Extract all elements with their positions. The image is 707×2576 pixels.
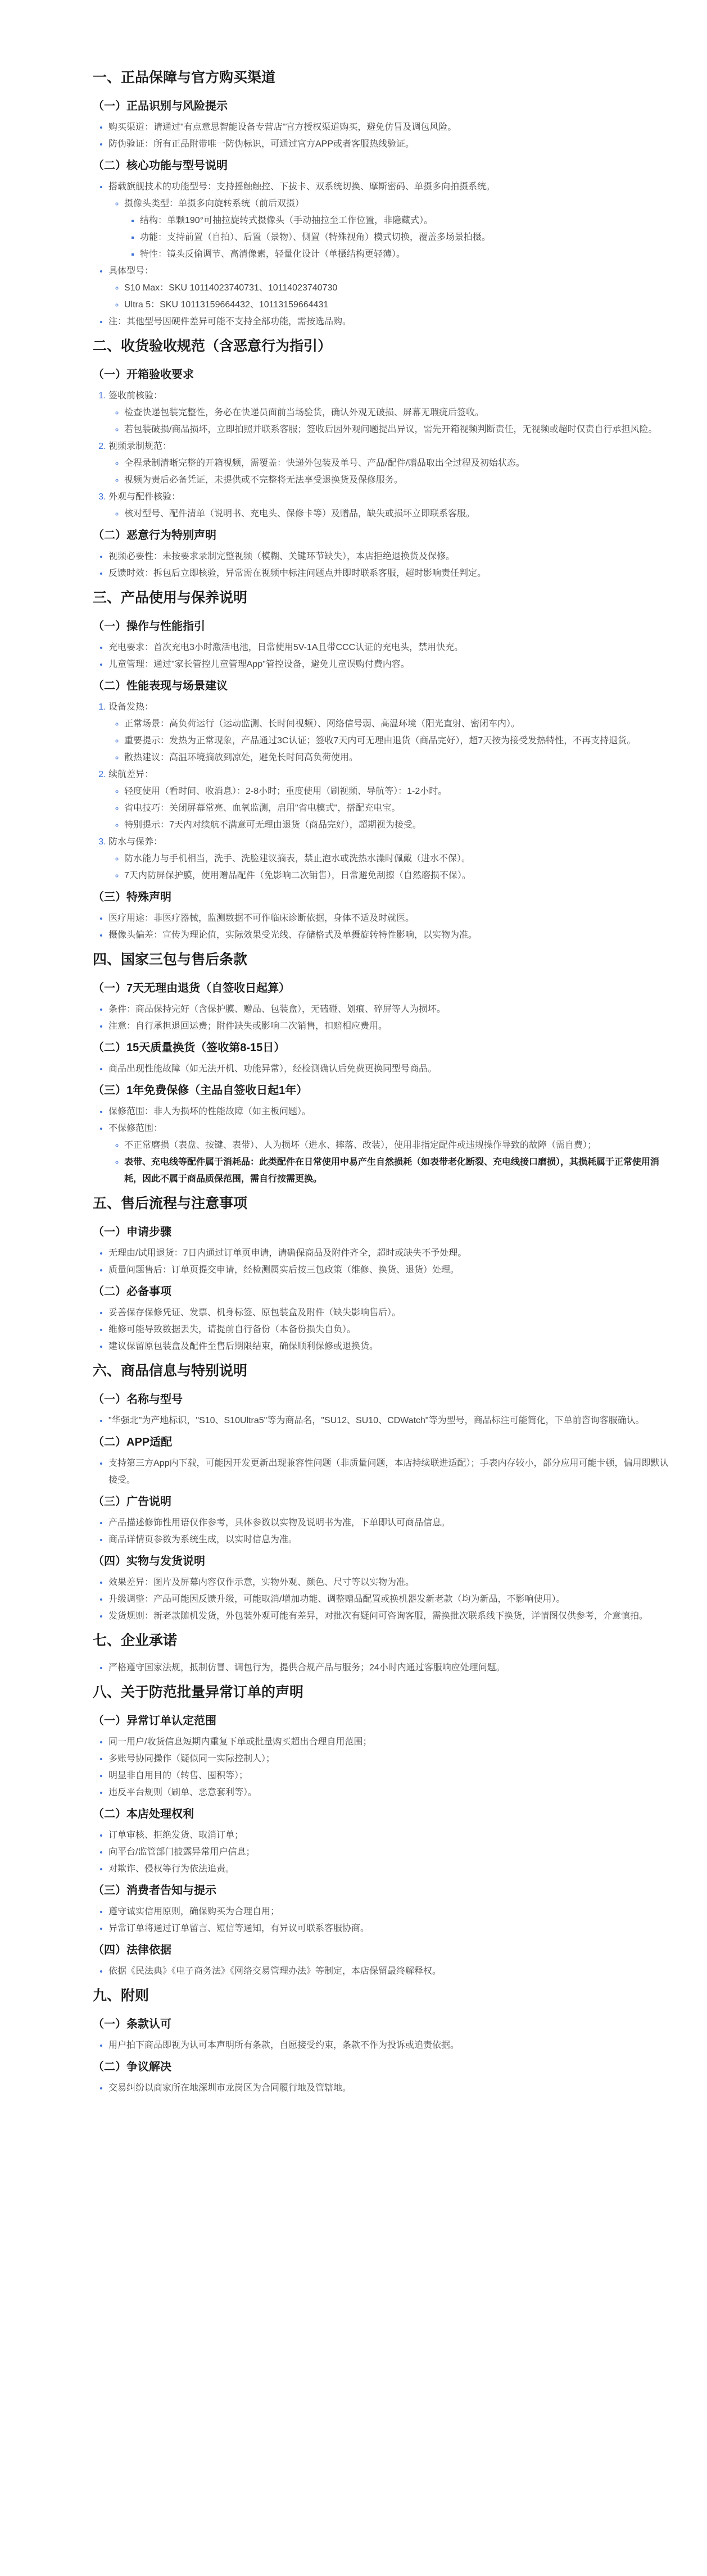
list-item-text: 质量问题售后：订单页提交申请，经检测属实后按三包政策（维修、换货、退货）处理。 xyxy=(108,1265,460,1275)
list-item-text: 防伪验证：所有正品附带唯一防伪标识，可通过官方APP或者客服热线验证。 xyxy=(108,139,415,149)
bullet-list xyxy=(93,1455,673,1489)
bullet-list xyxy=(93,910,673,944)
list-item-text: 购买渠道：请通过"有点意思智能设备专营店"官方授权渠道购买，避免仿冒及调包风险。 xyxy=(108,122,457,132)
subsection-heading: （二）性能表现与场景建议 xyxy=(93,680,228,692)
list-item-text: 条件：商品保持完好（含保护膜、赠品、包装盒），无磕碰、划痕、碎屏等人为损坏。 xyxy=(108,1005,446,1014)
bullet-list xyxy=(93,699,673,884)
list-item-text: 摄像头类型：单摄多向旋转系统（前后双摄） xyxy=(124,199,305,208)
sub-list xyxy=(108,455,673,489)
list-item-text: 防水能力与手机相当，洗手、洗脸建议摘表，禁止泡水或洗热水澡时佩戴（进水不保）。 xyxy=(124,854,471,864)
list-item-text: 同一用户/收货信息短期内重复下单或批量购买超出合理自用范围； xyxy=(108,1737,372,1747)
list-item xyxy=(108,1412,673,1429)
list-item xyxy=(108,1903,673,1920)
list-item-text: 省电技巧：关闭屏幕常亮、血氧监测，启用"省电模式"，搭配充电宝。 xyxy=(124,803,401,813)
list-item-text: 轻度使用（看时间、收消息）：2-8小时；重度使用（刷视频、导航等）：1-2小时。 xyxy=(124,787,447,796)
list-item-text: 反馈时效：拆包后立即核验，异常需在视频中标注问题点并即时联系客服，超时影响责任判定。 xyxy=(108,569,487,578)
bullet-list xyxy=(93,1734,673,1801)
subsection-heading: （三）1年免费保修（主品自签收日起1年） xyxy=(93,1084,308,1097)
document-section xyxy=(93,335,673,582)
list-item-text: 向平台/监管部门披露异常用户信息； xyxy=(108,1847,255,1857)
list-item-text: 儿童管理：通过"家长管控儿童管理App"管控设备，避免儿童误购付费内容。 xyxy=(108,660,410,669)
list-item xyxy=(108,1591,673,1608)
bullet-list xyxy=(93,2037,673,2054)
subsection-heading: （二）恶意行为特别声明 xyxy=(93,529,216,542)
bullet-list xyxy=(93,1515,673,1548)
list-item-text: 视频录制规范： xyxy=(108,442,172,451)
list-item xyxy=(108,1262,673,1279)
list-item-text: 妥善保存保修凭证、发票、机身标签、原包装盒及附件（缺失影响售后）。 xyxy=(108,1308,401,1317)
document-section xyxy=(93,1984,673,2097)
bullet-list xyxy=(93,1660,673,1677)
sub-list xyxy=(108,405,673,438)
list-item-text: 异常订单将通过订单留言、短信等通知，有异议可联系客服协商。 xyxy=(108,1924,370,1933)
list-item-text: 无理由/试用退货：7日内通过订单页申请，请确保商品及附件齐全，超时或缺失不予处理。 xyxy=(108,1248,467,1258)
list-item-text: 维修可能导致数据丢失，请提前自行备份（本备份损失自负）。 xyxy=(108,1325,356,1334)
list-item xyxy=(108,263,673,314)
list-item-text: 多账号协同操作（疑似同一实际控制人）； xyxy=(108,1754,275,1764)
list-item xyxy=(108,2080,673,2097)
list-item xyxy=(108,1338,673,1355)
bullet-list xyxy=(93,548,673,582)
list-item xyxy=(108,1768,673,1784)
list-item-text: 重要提示：发热为正常现象，产品通过3C认证；签收7天内可无理由退货（商品完好），超7天按为接受发热特性，不再支持退货。 xyxy=(124,736,636,746)
list-item-text: 若包装破损/商品损坏，立即拍照并联系客服；签收后因外观问题提出异议，需先开箱视频判断责任，无视频或超时仅责自行承担风险。 xyxy=(124,425,658,434)
subsection-heading: （四）实物与发货说明 xyxy=(93,1555,205,1568)
subsection-heading: （三）广告说明 xyxy=(93,1496,171,1508)
document-section xyxy=(93,1192,673,1355)
bullet-list xyxy=(93,179,673,330)
sub-list xyxy=(108,1137,673,1188)
document-section xyxy=(93,587,673,944)
list-item xyxy=(124,817,673,834)
bullet-list xyxy=(93,1412,673,1429)
subsection-heading: （一）条款认可 xyxy=(93,2018,171,2030)
list-item xyxy=(124,297,673,314)
list-item-text: 不正常磨损（表盘、按键、表带）、人为损坏（进水、摔落、改装），使用非指定配件或违规操作导致的故障（需自费）； xyxy=(124,1141,597,1150)
document-section xyxy=(93,1681,673,1980)
list-item-text: 明显非自用目的（转售、囤积等）； xyxy=(108,1771,248,1780)
list-item-text: 医疗用途：非医疗器械，监测数据不可作临床诊断依据，身体不适及时就医。 xyxy=(108,914,415,923)
list-item xyxy=(108,699,673,766)
list-item xyxy=(140,212,673,229)
list-item xyxy=(124,800,673,817)
subsection-heading: （一）申请步骤 xyxy=(93,1226,171,1238)
list-item xyxy=(108,834,673,884)
list-item-text: 核对型号、配件清单（说明书、充电头、保修卡等）及赠品，缺失或损坏立即联系客服。 xyxy=(124,509,475,519)
sub-list xyxy=(108,280,673,314)
sub-list xyxy=(124,212,673,263)
list-item-text: 签收前核验： xyxy=(108,391,163,401)
list-item xyxy=(124,280,673,297)
list-item-text: 设备发热： xyxy=(108,702,154,712)
list-item-text: 摄像头偏差：宣传为理论值，实际效果受光线、存储格式及单摄旋转特性影响，以实物为准。 xyxy=(108,930,478,940)
list-item-text: 散热建议：高温环境摘放到凉处，避免长时间高负荷使用。 xyxy=(124,753,359,762)
list-item-text: 充电要求：首次充电3小时激活电池，日常使用5V-1A且带CCC认证的充电头，禁用快充。 xyxy=(108,643,464,652)
subsection-heading: （一）正品识别与风险提示 xyxy=(93,100,228,112)
sub-list xyxy=(108,506,673,523)
list-item xyxy=(124,405,673,421)
subsection-heading: （三）消费者告知与提示 xyxy=(93,1884,216,1897)
list-item xyxy=(108,1018,673,1035)
sub-list xyxy=(108,851,673,884)
subsection-heading: （一）操作与性能指引 xyxy=(93,620,205,633)
list-item xyxy=(140,229,673,246)
section-heading: 五、售后流程与注意事项 xyxy=(93,1196,248,1211)
list-item-text: 视频必要性：未按要求录制完整视频（模糊、关键环节缺失），本店拒绝退换货及保修。 xyxy=(108,552,455,561)
list-item-text: 保修范围：非人为损坏的性能故障（如主板问题）。 xyxy=(108,1107,311,1116)
list-item xyxy=(108,438,673,489)
subsection-heading: （一）异常订单认定范围 xyxy=(93,1715,216,1727)
list-item-text: 建议保留原包装盒及配件至售后期限结束，确保顺利保修或退换货。 xyxy=(108,1342,379,1351)
bullet-list xyxy=(93,1001,673,1035)
list-item-text: 注：其他型号因硬件差异可能不支持全部功能，需按选品购。 xyxy=(108,317,352,326)
document-section xyxy=(93,948,673,1188)
list-item xyxy=(108,2037,673,2054)
section-heading: 三、产品使用与保养说明 xyxy=(93,590,248,606)
list-item xyxy=(108,1784,673,1801)
subsection-heading: （一）开箱验收要求 xyxy=(93,369,194,381)
bullet-list xyxy=(93,639,673,673)
sub-list xyxy=(108,196,673,263)
list-item-text: 支持第三方App内下载，可能因开发更新出现兼容性问题（非质量问题，本店持续联进适配）；手表内存较小，部分应用可能卡顿，偏用即默认接受。 xyxy=(108,1459,669,1485)
list-item xyxy=(108,1751,673,1768)
list-item-text: 视频为责后必备凭证，未提供或不完整将无法享受退换货及保修服务。 xyxy=(124,475,404,485)
bullet-list xyxy=(93,1245,673,1279)
subsection-heading: （二）15天质量换货（签收第8-15日） xyxy=(93,1042,285,1054)
list-item xyxy=(124,421,673,438)
subsection-heading: （三）特殊声明 xyxy=(93,891,171,903)
bullet-list xyxy=(93,1305,673,1355)
list-item-text: 依据《民法典》《电子商务法》《网络交易管理办法》等制定，本店保留最终解释权。 xyxy=(108,1966,442,1976)
list-item xyxy=(108,1861,673,1878)
list-item xyxy=(108,656,673,673)
list-item-text: 严格遵守国家法规，抵制仿冒、调包行为，提供合规产品与服务；24小时内通过客服响应处理问题。 xyxy=(108,1663,505,1673)
list-item xyxy=(124,196,673,263)
list-item-text: 续航差异： xyxy=(108,770,154,779)
subsection-heading: （二）争议解决 xyxy=(93,2061,171,2073)
bullet-list xyxy=(93,1061,673,1078)
list-item-text: 外观与配件核验： xyxy=(108,492,181,502)
list-item-text: 订单审核、拒绝发货、取消订单； xyxy=(108,1830,244,1840)
list-item xyxy=(108,314,673,330)
section-heading: 七、企业承诺 xyxy=(93,1633,178,1648)
list-item xyxy=(108,910,673,927)
list-item xyxy=(108,1305,673,1321)
list-item xyxy=(108,639,673,656)
list-item-text: 全程录制清晰完整的开箱视频，需覆盖：快递外包装及单号、产品/配件/赠品取出全过程及初始状态。 xyxy=(124,458,525,468)
list-item-text: S10 Max：SKU 10114023740731、10114023740730 xyxy=(124,283,338,293)
bullet-list xyxy=(93,1574,673,1625)
document-section xyxy=(93,1629,673,1677)
document-section xyxy=(93,66,673,330)
list-item-text: 搭载旗舰技术的功能型号：支持摇触触控、下拔卡、双系统切换、摩斯密码、单摄多向拍摄系统。 xyxy=(108,182,496,192)
list-item-text: 对欺诈、侵权等行为依法追责。 xyxy=(108,1864,235,1874)
bullet-list xyxy=(93,1903,673,1937)
list-item xyxy=(108,766,673,834)
bullet-list xyxy=(93,1827,673,1878)
list-item-text: 正常场景：高负荷运行（运动监测、长时间视频）、网络信号弱、高温环境（阳光直射、密闭车内）。 xyxy=(124,719,520,729)
list-item-text: 注意：自行承担退回运费；附件缺失或影响二次销售，扣赔相应费用。 xyxy=(108,1021,388,1031)
list-item xyxy=(108,927,673,944)
subsection-heading: （二）本店处理权利 xyxy=(93,1808,194,1820)
bullet-list xyxy=(93,119,673,153)
list-item xyxy=(108,1608,673,1625)
list-item-text: 检查快递包装完整性，务必在快递员面前当场验货，确认外观无破损、屏幕无瑕疵后签收。 xyxy=(124,408,484,417)
list-item-text: 7天内防屏保护膜，使用赠品配件（免影响二次销售），日常避免刮擦（自然磨损不保）。 xyxy=(124,871,471,880)
subsection-heading: （二）核心功能与型号说明 xyxy=(93,160,228,172)
list-item-text: 功能：支持前置（自拍）、后置（景物）、侧置（特殊视角）模式切换，覆盖多场景拍摄。 xyxy=(140,233,491,242)
document-section xyxy=(93,1360,673,1625)
list-item xyxy=(124,455,673,472)
list-item-text: 违反平台规则（刷单、恶意套利等）。 xyxy=(108,1788,257,1797)
list-item xyxy=(124,749,673,766)
list-item-text: 特别提示：7天内对续航不满意可无理由退货（商品完好），超期视为接受。 xyxy=(124,820,422,830)
list-item-text: 产品描述修饰性用语仅作参考，具体参数以实物及说明书为准，下单即认可商品信息。 xyxy=(108,1518,451,1528)
list-item-text: 特性：镜头反偷调节、高清像素，轻量化设计（单摄结构更轻薄）。 xyxy=(140,249,406,259)
list-item xyxy=(108,1920,673,1937)
list-item xyxy=(124,851,673,867)
list-item-text: Ultra 5：SKU 10113159664432、10113159664431 xyxy=(124,300,329,310)
section-heading: 二、收货验收规范（含恶意行为指引） xyxy=(93,338,332,354)
list-item xyxy=(124,1154,673,1188)
list-item xyxy=(124,867,673,884)
list-item xyxy=(124,506,673,523)
list-item-text: 结构：单颗190°可抽拉旋转式摄像头（手动抽拉至工作位置，非隐藏式）。 xyxy=(140,216,433,225)
subsection-heading: （四）法律依据 xyxy=(93,1944,171,1956)
sub-list xyxy=(108,783,673,834)
list-item-text: 不保修范围： xyxy=(108,1124,163,1133)
bullet-list xyxy=(93,2080,673,2097)
section-heading: 一、正品保障与官方购买渠道 xyxy=(93,70,276,85)
list-item xyxy=(124,472,673,489)
subsection-heading: （一）7天无理由退货（自签收日起算） xyxy=(93,982,291,994)
list-item xyxy=(108,1844,673,1861)
list-item xyxy=(108,1660,673,1677)
bullet-list xyxy=(93,388,673,523)
subsection-heading: （一）名称与型号 xyxy=(93,1393,183,1406)
list-item xyxy=(108,1532,673,1548)
list-item xyxy=(108,1061,673,1078)
list-item-text: "华强北"为产地标识，"S10、S10Ultra5"等为商品名，"SU12、SU10、CDWatch"等为型号，商品标注可能简化，下单前咨询客服确认。 xyxy=(108,1416,645,1425)
list-item xyxy=(108,489,673,523)
list-item-bold-text: 表带、充电线等配件属于消耗品：此类配件在日常使用中易产生自然损耗（如表带老化断裂、充电线接口磨损），其损耗属于正常使用消耗，因此不属于商品质保范围，需自行按需更换。 xyxy=(124,1157,660,1184)
list-item xyxy=(108,1120,673,1188)
list-item xyxy=(108,1827,673,1844)
list-item-text: 发货规则：新老款随机发货，外包装外观可能有差异，对批次有疑问可咨询客服，需换批次联系线下换货，详情图仅供参考，介意慎拍。 xyxy=(108,1611,649,1621)
list-item xyxy=(124,716,673,733)
list-item xyxy=(108,1001,673,1018)
list-item-text: 具体型号： xyxy=(108,266,154,276)
list-item xyxy=(108,548,673,565)
bullet-list xyxy=(93,1103,673,1188)
bullet-list xyxy=(93,1963,673,1980)
sub-list xyxy=(108,716,673,766)
list-item xyxy=(108,1574,673,1591)
list-item-text: 效果差异：图片及屏幕内容仅作示意，实物外观、颜色、尺寸等以实物为准。 xyxy=(108,1578,415,1587)
list-item xyxy=(124,733,673,749)
section-heading: 九、附则 xyxy=(93,1988,149,2003)
subsection-heading: （二）必备事项 xyxy=(93,1285,171,1298)
list-item-text: 商品详情页参数为系统生成，以实时信息为准。 xyxy=(108,1535,298,1544)
list-item xyxy=(108,119,673,136)
list-item xyxy=(124,1137,673,1154)
section-heading: 四、国家三包与售后条款 xyxy=(93,952,248,967)
subsection-heading: （二）APP适配 xyxy=(93,1436,173,1448)
list-item-text: 交易纠纷以商家所在地深圳市龙岗区为合同履行地及管辖地。 xyxy=(108,2083,352,2093)
list-item xyxy=(108,1103,673,1120)
list-item xyxy=(140,246,673,263)
list-item xyxy=(108,136,673,153)
list-item xyxy=(124,783,673,800)
section-heading: 六、商品信息与特别说明 xyxy=(93,1363,248,1379)
list-item xyxy=(108,179,673,263)
list-item xyxy=(108,1321,673,1338)
list-item xyxy=(108,565,673,582)
list-item xyxy=(108,388,673,438)
list-item xyxy=(108,1963,673,1980)
section-heading: 八、关于防范批量异常订单的声明 xyxy=(93,1684,304,1700)
list-item-text: 防水与保养： xyxy=(108,837,163,847)
list-item xyxy=(108,1515,673,1532)
list-item-text: 升级调整：产品可能因反馈升级，可能取消/增加功能、调整赠品配置或换机器发新老款（均为新品，不影响使用）。 xyxy=(108,1594,565,1604)
list-item xyxy=(108,1245,673,1262)
list-item xyxy=(108,1734,673,1751)
list-item-text: 商品出现性能故障（如无法开机、功能异常），经检测确认后免费更换同型号商品。 xyxy=(108,1064,437,1074)
list-item-text: 遵守诚实信用原则，确保购买为合理自用； xyxy=(108,1907,280,1916)
list-item-text: 用户拍下商品即视为认可本声明所有条款，自愿接受约束，条款不作为投诉或追责依据。 xyxy=(108,2041,460,2050)
list-item xyxy=(108,1455,673,1489)
